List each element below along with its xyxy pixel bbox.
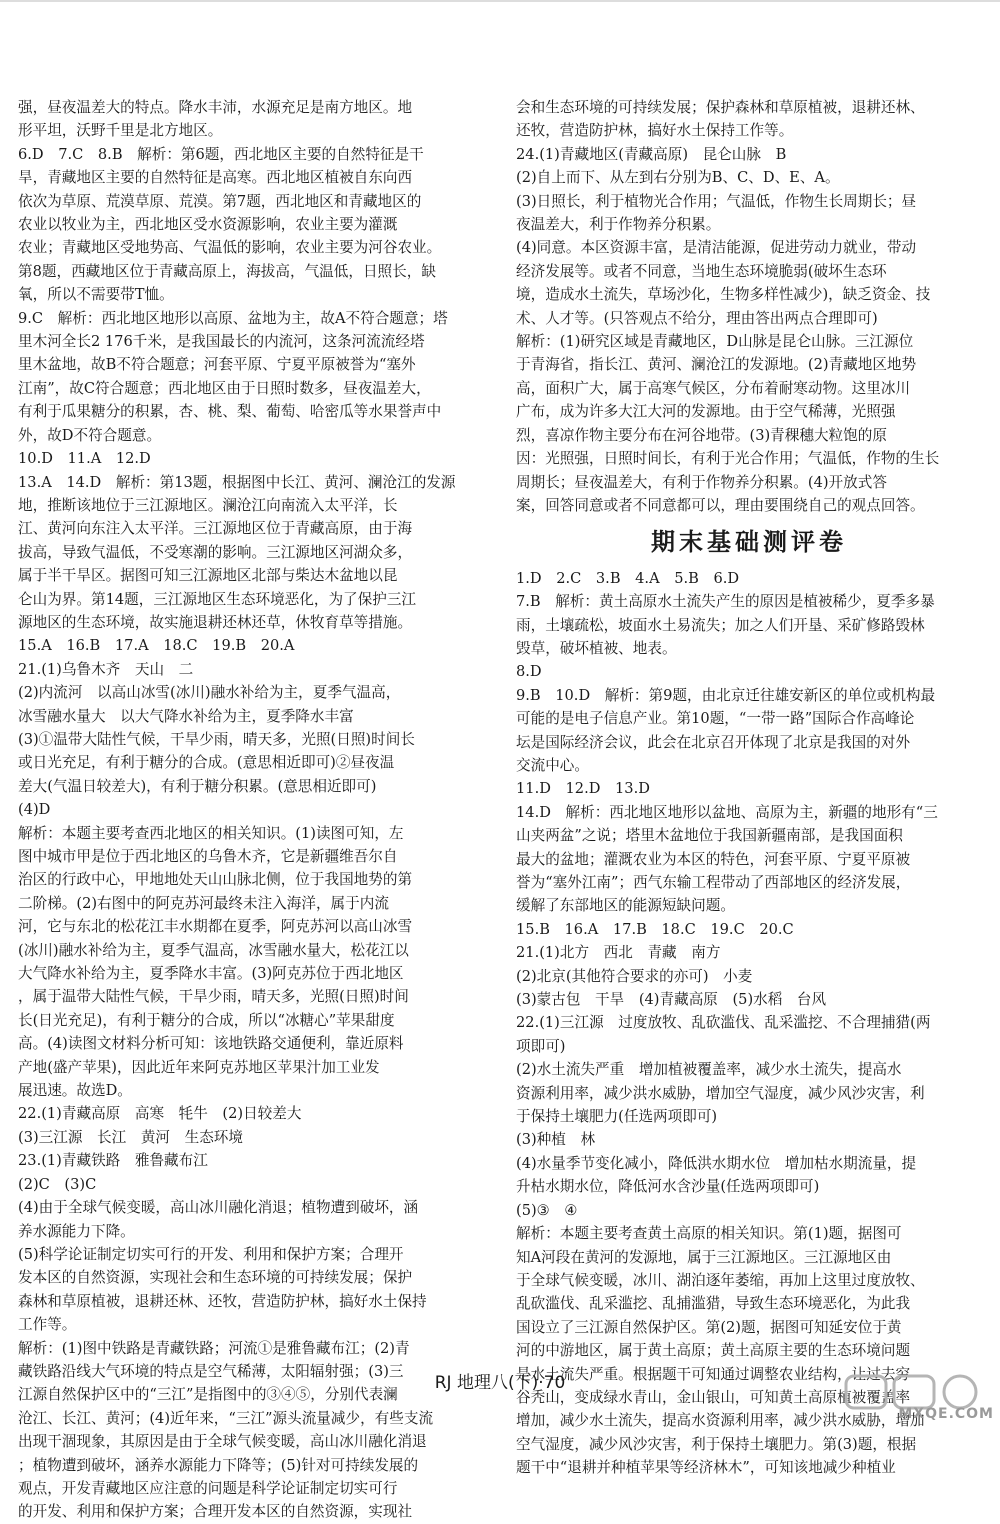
text-line: 农业；青藏地区受地势高、气温低的影响，农业主要为河谷农业。	[18, 239, 442, 257]
text-line: 的开发、利用和保护方案；合理开发本区的自然资源，实现社	[18, 1503, 413, 1521]
text-line: 周期长；昼夜温差大，有利于作物养分积累。(4)开放式答	[516, 473, 887, 491]
text-line: 依次为草原、荒漠草原、荒漠。第7题，西北地区和青藏地区的	[18, 192, 422, 210]
text-line: 13.A 14.D 解析：第13题，根据图中长江、黄河、澜沧江的发源	[18, 473, 456, 491]
text-line: 高。(4)读图文材料分析可知：该地铁路交通便利，靠近原料	[18, 1035, 404, 1053]
text-line: 解析：(1)研究区域是青藏地区，D山脉是昆仑山脉。三江源位	[516, 333, 914, 351]
text-line: 乱砍滥伐、乱采滥挖、乱捕滥猎，导致生态环境恶化，为此我	[516, 1295, 911, 1313]
text-line: 里木盆地，故B不符合题意；河套平原、宁夏平原被誉为“塞外	[18, 356, 416, 374]
right-column-top	[516, 96, 982, 517]
text-line: 增加，减少水土流失，提高水资源利用率，减少洪水威胁，增加	[516, 1412, 925, 1430]
text-line: 外，故D不符合题意。	[18, 426, 162, 444]
text-line: 藏铁路沿线大气环境的特点是空气稀薄，太阳辐射强；(3)三	[18, 1362, 404, 1380]
left-column	[18, 96, 484, 1524]
text-line: 谷秃山，变成绿水青山，金山银山，可知黄土高原植被覆盖率	[516, 1388, 911, 1406]
text-line: 拔高，导致气温低，不受寒潮的影响。三江源地区河湖众多，	[18, 543, 413, 561]
text-line: 9.B 10.D 解析：第9题，由北京迁往雄安新区的单位或机构最	[516, 686, 936, 704]
text-line: (2)水土流失严重 增加植被覆盖率，减少水土流失，提高水	[516, 1061, 902, 1079]
text-line: 旱，青藏地区主要的自然特征是高寒。西北地区植被自东向西	[18, 169, 413, 187]
text-line: 9.C 解析：西北地区地形以高原、盆地为主，故A不符合题意；塔	[18, 309, 448, 327]
text-line: 治区的行政中心，甲地地处天山山脉北侧，位于我国地势的第	[18, 871, 413, 889]
text-line: 22.(1)青藏高原 高寒 牦牛 (2)日较差大	[18, 1105, 302, 1123]
text-line: (5)③ ④	[516, 1201, 578, 1219]
text-line: 7.B 解析：黄土高原水土流失产生的原因是植被稀少，夏季多暴	[516, 593, 935, 611]
text-line: 发本区的自然资源，实现社会和生态环境的可持续发展；保护	[18, 1269, 413, 1287]
text-line: (4)水量季节变化减小，降低洪水期水位 增加枯水期流量，提	[516, 1154, 917, 1172]
text-line: 经济发展等。或者不同意，当地生态环境脆弱(破坏生态环	[516, 262, 887, 280]
text-line: 资源利用率，减少洪水威胁，增加空气湿度，减少风沙灾害，利	[516, 1084, 925, 1102]
text-line: 缓解了东部地区的能源短缺问题。	[516, 897, 735, 915]
text-line: 11.D 12.D 13.D	[516, 780, 650, 798]
text-line: 10.D 11.A 12.D	[18, 450, 151, 468]
text-line: 21.(1)乌鲁木齐 天山 二	[18, 660, 194, 678]
text-line: (3)三江源 长江 黄河 生态环境	[18, 1128, 243, 1146]
text-line: (2)C (3)C	[18, 1175, 97, 1193]
text-line: 最大的盆地；灌溉农业为本区的特色，河套平原、宁夏平原被	[516, 850, 911, 868]
text-line: 森林和草原植被，退耕还林、还牧，营造防护林，搞好水土保持	[18, 1292, 427, 1310]
text-line: (3)日照长，利于植物光合作用；气温低，作物生长周期长；昼	[516, 192, 917, 210]
text-line: 可能的是电子信息产业。第10题，“一带一路”国际合作高峰论	[516, 710, 915, 728]
text-line: 解析：本题主要考查西北地区的相关知识。(1)读图可知，左	[18, 824, 404, 842]
text-line: 属于半干旱区。据图可知三江源地区北部与柴达木盆地以昆	[18, 567, 398, 585]
text-line: 15.A 16.B 17.A 18.C 19.B 20.A	[18, 637, 295, 655]
text-line: 解析：本题主要考查黄土高原的相关知识。第(1)题，据图可	[516, 1225, 902, 1243]
text-line: 江、黄河向东注入太平洋。三江源地区位于青藏高原，由于海	[18, 520, 413, 538]
text-line: ；植物遭到破坏，涵养水源能力下降等；(5)针对可持续发展的	[18, 1456, 419, 1474]
text-line: (4)同意。本区资源丰富，是清洁能源，促进劳动力就业，带动	[516, 239, 917, 257]
text-line: 升枯水期水位，降低河水含沙量(任选两项即可)	[516, 1178, 820, 1196]
text-line: 8.D	[516, 663, 542, 681]
text-line: 里木河全长2 176千米，是我国最长的内流河，这条河流流经塔	[18, 333, 425, 351]
text-line: 雨，土壤疏松，坡面水土易流失；加之人们开垦、采矿修路毁林	[516, 616, 925, 634]
text-line: 21.(1)北方 西北 青藏 南方	[516, 944, 721, 962]
text-line: 案，回答同意或者不同意都可以，理由要围绕自己的观点回答。	[516, 496, 925, 514]
text-line: 养水源能力下降。	[18, 1222, 135, 1240]
text-line: 高，面积广大，属于高寒气候区，分布着耐寒动物。这里冰川	[516, 379, 911, 397]
text-line: 山夹两盆”之说；塔里木盆地位于我国新疆南部，是我国面积	[516, 827, 903, 845]
text-line: 夜温差大，利于作物养分积累。	[516, 216, 721, 234]
text-line: 江南”，故C符合题意；西北地区由于日照时数多，昼夜温差大，	[18, 379, 431, 397]
text-line: 是水土流失严重。根据题干可知通过调整农业结构，让过去穷	[516, 1365, 911, 1383]
text-line: 工作等。	[18, 1316, 77, 1334]
text-line: 术、人才等。(只答观点不给分，理由答出两点合理即可)	[516, 309, 878, 327]
text-line: 农业以牧业为主，西北地区受水资源影响，农业主要为灌溉	[18, 216, 398, 234]
text-line: 源地区的生态环境，故实施退耕还林还草，休牧育草等措施。	[18, 613, 413, 631]
text-line: 氧，所以不需要带T恤。	[18, 286, 174, 304]
text-line: 观点，开发青藏地区应注意的问题是科学论证制定切实可行	[18, 1479, 398, 1497]
scan-edge	[0, 0, 1000, 2]
text-line: (3)种植 林	[516, 1131, 596, 1149]
text-line: 二阶梯。(2)右图中的阿克苏河最终未注入海洋，属于内流	[18, 894, 389, 912]
text-line: 23.(1)青藏铁路 雅鲁藏布江	[18, 1152, 208, 1170]
text-line: 产地(盛产苹果)，因此近年来阿克苏地区苹果汁加工业发	[18, 1058, 380, 1076]
text-line: 14.D 解析：西北地区地形以盆地、高原为主，新疆的地形有“三	[516, 803, 938, 821]
text-line: (2)内流河 以高山冰雪(冰川)融水补给为主，夏季气温高，	[18, 684, 401, 702]
text-line: 展迅速。故选D。	[18, 1082, 132, 1100]
text-line: 22.(1)三江源 过度放牧、乱砍滥伐、乱采滥挖、不合理捕猎(两	[516, 1014, 931, 1032]
text-line: 形平坦，沃野千里是北方地区。	[18, 122, 223, 140]
text-line: 于青海省，指长江、黄河、澜沧江的发源地。(2)青藏地区地势	[516, 356, 917, 374]
text-line: 出现干涸现象，其原因是由于全球气候变暖，高山冰川融化消退	[18, 1433, 427, 1451]
right-column-bottom	[516, 567, 982, 1480]
text-line: 仑山为界。第14题，三江源地区生态环境恶化，为了保护三江	[18, 590, 417, 608]
text-line: 解析：(1)图中铁路是青藏铁路；河流①是雅鲁藏布江；(2)青	[18, 1339, 410, 1357]
text-line: (4)D	[18, 801, 51, 819]
text-line: 有利于瓜果糖分的积累，杏、桃、梨、葡萄、哈密瓜等水果誉声中	[18, 403, 442, 421]
text-line: 或日光充足，有利于糖分的合成。(意思相近即可)②昼夜温	[18, 754, 395, 772]
text-line: 江源自然保护区中的“三江”是指图中的③④⑤，分别代表澜	[18, 1386, 398, 1404]
text-line: 沧江、长江、黄河；(4)近年来，“三江”源头流量减少，有些支流	[18, 1409, 434, 1427]
text-line: (2)自上而下、从左到右分别为B、C、D、E、A。	[516, 169, 840, 187]
text-line: (3)蒙古包 干旱 (4)青藏高原 (5)水稻 台风	[516, 991, 827, 1009]
text-line: 坛是国际经济会议，此会在北京召开体现了北京是我国的对外	[516, 733, 911, 751]
text-line: 知A河段在黄河的发源地，属于三江源地区。三江源地区由	[516, 1248, 892, 1266]
text-line: 于保持土壤肥力(任选两项即可)	[516, 1108, 718, 1126]
text-line: 因：光照强，日照时间长，有利于光合作用；气温低，作物的生长	[516, 450, 940, 468]
text-line: 项即可)	[516, 1037, 566, 1055]
page-footer: RJ 地理八(下)·70	[434, 1373, 566, 1393]
text-line: 地，推断该地位于三江源地区。澜沧江向南流入太平洋，长	[18, 496, 398, 514]
text-line: 广布，成为许多大江大河的发源地。由于空气稀薄，光照强	[516, 403, 896, 421]
text-line: 第8题，西藏地区位于青藏高原上，海拔高，气温低，日照长，缺	[18, 262, 436, 280]
text-line: 烈，喜凉作物主要分布在河谷地带。(3)青稞穗大粒饱的原	[516, 426, 887, 444]
text-line: 誉为“塞外江南”；西气东输工程带动了西部地区的经济发展，	[516, 874, 911, 891]
text-line: 国设立了三江源自然保护区。第(2)题，据图可知延安位于黄	[516, 1318, 902, 1336]
section-title: 期末基础测评卷	[651, 528, 847, 557]
text-line: 还牧，营造防护林，搞好水土保持工作等。	[516, 122, 794, 140]
text-line: 于全球气候变暖，冰川、湖泊逐年萎缩，再加上这里过度放牧、	[516, 1271, 925, 1289]
text-line: (4)由于全球气候变暖，高山冰川融化消退；植物遭到破坏，涵	[18, 1199, 419, 1217]
text-line: (冰川)融水补给为主，夏季气温高，冰雪融水量大，松花江以	[18, 941, 409, 959]
text-line: (2)北京(其他符合要求的亦可) 小麦	[516, 967, 753, 985]
text-line: 题干中“退耕并种植苹果等经济林木”，可知该地减少种植业	[516, 1459, 896, 1477]
right-column	[516, 96, 982, 1480]
text-line: 冰雪融水量大 以大气降水补给为主，夏季降水丰富	[18, 707, 354, 725]
text-line: 强，昼夜温差大的特点。降水丰沛，水源充足是南方地区。地	[18, 99, 413, 116]
text-line: (5)科学论证制定切实可行的开发、利用和保护方案；合理开	[18, 1245, 404, 1263]
text-line: 会和生态环境的可持续发展；保护森林和草原植被，退耕还林、	[516, 99, 925, 116]
text-line: 境，造成水土流失，草场沙化，生物多样性减少)，缺乏资金、技	[516, 286, 931, 304]
text-line: 河的中游地区，属于黄土高原；黄土高原主要的生态环境问题	[516, 1342, 911, 1360]
watermark-text: MXQE.COM	[898, 1406, 994, 1422]
text-line: 交流中心。	[516, 756, 589, 774]
text-line: (3)①温带大陆性气候，干旱少雨，晴天多，光照(日照)时间长	[18, 730, 415, 748]
text-line: ，属于温带大陆性气候，干旱少雨，晴天多，光照(日照)时间	[18, 988, 409, 1006]
text-line: 空气湿度，减少风沙灾害，利于保持土壤肥力。第(3)题，根据	[516, 1435, 917, 1453]
text-line: 图中城市甲是位于西北地区的乌鲁木齐，它是新疆维吾尔自	[18, 848, 398, 865]
text-line: 河，它与东北的松花江丰水期都在夏季，阿克苏河以高山冰雪	[18, 918, 413, 936]
text-line: 长(日光充足)，有利于糖分的合成，所以“冰糖心”苹果甜度	[18, 1011, 395, 1029]
text-line: 1.D 2.C 3.B 4.A 5.B 6.D	[516, 569, 740, 587]
text-line: 毁草，破坏植被、地表。	[516, 639, 677, 657]
text-line: 6.D 7.C 8.B 解析：第6题，西北地区主要的自然特征是干	[18, 145, 424, 163]
text-line: 大气降水补给为主，夏季降水丰富。(3)阿克苏位于西北地区	[18, 965, 404, 983]
text-line: 24.(1)青藏地区(青藏高原) 昆仑山脉 B	[516, 145, 787, 163]
text-line: 15.B 16.A 17.B 18.C 19.C 20.C	[516, 920, 794, 938]
text-line: 差大(气温日较差大)，有利于糖分积累。(意思相近即可)	[18, 777, 377, 795]
